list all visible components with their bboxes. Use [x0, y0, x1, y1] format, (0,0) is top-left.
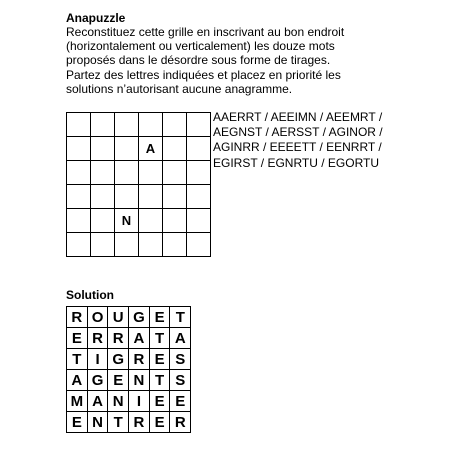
puzzle-cell: [187, 185, 211, 209]
instruction-line: proposés dans le désordre sous forme de tirages.: [66, 53, 331, 68]
puzzle-cell: [115, 185, 139, 209]
puzzle-cell: [139, 209, 163, 233]
solution-cell: E: [67, 328, 88, 349]
puzzle-cell: [163, 137, 187, 161]
solution-cell: A: [88, 391, 109, 412]
solution-cell: M: [67, 391, 88, 412]
solution-cell: T: [170, 307, 191, 328]
word-list-line: AGINRR / EEEETT / EENRRT /: [213, 140, 382, 155]
puzzle-cell: [91, 209, 115, 233]
solution-cell: E: [150, 307, 171, 328]
puzzle-cell: [91, 161, 115, 185]
puzzle-cell: [91, 137, 115, 161]
puzzle-cell: [115, 161, 139, 185]
puzzle-cell: [115, 233, 139, 257]
instruction-line: Reconstituez cette grille en inscrivant au bon endroit: [66, 25, 345, 39]
solution-cell: G: [108, 349, 129, 370]
word-list-line: AEGNST / AERSST / AGINOR /: [213, 125, 383, 140]
puzzle-cell: [163, 185, 187, 209]
puzzle-cell: [91, 113, 115, 137]
solution-cell: R: [129, 412, 150, 433]
puzzle-cell: [115, 137, 139, 161]
solution-cell: G: [129, 307, 150, 328]
solution-cell: R: [129, 349, 150, 370]
puzzle-cell: [139, 161, 163, 185]
solution-cell: A: [67, 370, 88, 391]
solution-cell: R: [67, 307, 88, 328]
puzzle-cell: [91, 233, 115, 257]
puzzle-cell: [187, 209, 211, 233]
word-list: [213, 110, 413, 171]
solution-cell: E: [150, 349, 171, 370]
instruction-line: (horizontalement ou verticalement) les douze mots: [66, 39, 335, 54]
puzzle-cell: [187, 113, 211, 137]
puzzle-cell: [187, 233, 211, 257]
puzzle-cell: [67, 185, 91, 209]
solution-cell: T: [67, 349, 88, 370]
puzzle-cell: [163, 209, 187, 233]
solution-cell: N: [88, 412, 109, 433]
word-list-line: AAERRT / AEEIMN / AEEMRT /: [213, 110, 383, 124]
solution-cell: N: [108, 391, 129, 412]
puzzle-cell: N: [115, 209, 139, 233]
solution-cell: E: [67, 412, 88, 433]
puzzle-cell: [163, 161, 187, 185]
instructions: [66, 25, 396, 96]
solution-cell: S: [170, 370, 191, 391]
puzzle-cell: [187, 137, 211, 161]
word-list-line: EGIRST / EGNRTU / EGORTU: [213, 155, 380, 170]
puzzle-cell: [67, 113, 91, 137]
solution-title: Solution: [66, 288, 114, 302]
puzzle-cell: [67, 137, 91, 161]
solution-cell: A: [129, 328, 150, 349]
puzzle-cell: [67, 233, 91, 257]
solution-cell: I: [129, 391, 150, 412]
solution-cell: S: [170, 349, 191, 370]
solution-cell: I: [88, 349, 109, 370]
puzzle-title: Anapuzzle: [66, 11, 126, 25]
puzzle-cell: [163, 113, 187, 137]
puzzle-cell: [67, 161, 91, 185]
puzzle-cell: [187, 161, 211, 185]
solution-cell: E: [150, 391, 171, 412]
instruction-line: Partez des lettres indiquées et placez en priorité les: [66, 67, 341, 82]
solution-cell: R: [108, 328, 129, 349]
puzzle-grid: [66, 112, 211, 257]
puzzle-cell: [91, 185, 115, 209]
solution-grid: [66, 306, 191, 433]
solution-cell: N: [129, 370, 150, 391]
solution-cell: U: [108, 307, 129, 328]
solution-cell: R: [88, 328, 109, 349]
solution-cell: E: [108, 370, 129, 391]
solution-cell: O: [88, 307, 109, 328]
solution-cell: G: [88, 370, 109, 391]
puzzle-cell: A: [139, 137, 163, 161]
puzzle-cell: [67, 209, 91, 233]
solution-cell: T: [150, 370, 171, 391]
solution-cell: R: [170, 412, 191, 433]
puzzle-cell: [139, 185, 163, 209]
puzzle-cell: [139, 233, 163, 257]
puzzle-cell: [139, 113, 163, 137]
solution-cell: T: [150, 328, 171, 349]
solution-cell: E: [170, 391, 191, 412]
instruction-line: solutions n’autorisant aucune anagramme.: [66, 81, 293, 96]
solution-cell: T: [108, 412, 129, 433]
solution-cell: A: [170, 328, 191, 349]
puzzle-cell: [115, 113, 139, 137]
puzzle-cell: [163, 233, 187, 257]
solution-cell: E: [150, 412, 171, 433]
